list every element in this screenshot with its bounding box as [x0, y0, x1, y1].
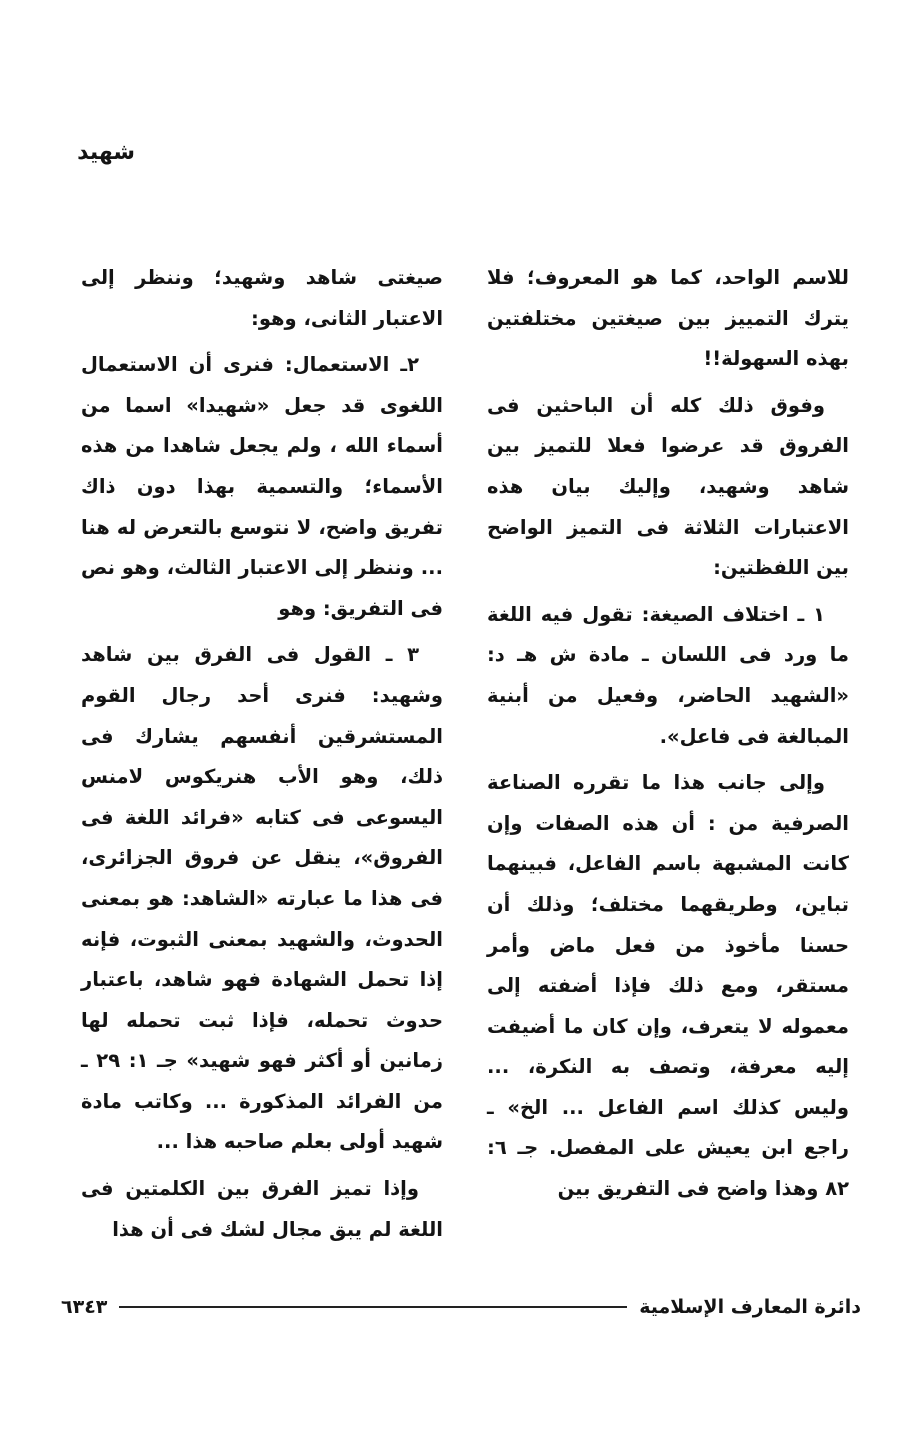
footer-rule	[119, 1306, 627, 1308]
left-column	[81, 258, 443, 1256]
left-paragraph-2: ٢ـ الاستعمال: فنرى أن الاستعمال اللغوى قد جعل «شهيدا» اسما من أسماء الله ، ولم يجعل شاهدا من هذه الأسماء؛ والتسمية بهذا دون ذاك تفريق واضح، لا نتوسع بالتعرض له هنا ... وننظر إلى الاعتبار الثالث، وهو نص فى التفريق: وهو	[81, 353, 443, 620]
right-paragraph-3: ١ ـ اختلاف الصيغة: تقول فيه اللغة ما ورد فى اللسان ـ مادة ش هـ د: «الشهيد الحاضر، وفعيل من أبنية المبالغة فى فاعل».	[487, 602, 849, 748]
right-paragraph-4: وإلى جانب هذا ما تقرره الصناعة الصرفية من : أن هذه الصفات وإن كانت المشبهة باسم الفاعل، فبينهما تباين، وطريقهما مختلف؛ وذلك أن حسنا مأخوذ من فعل ماض وأمر مستقر، ومع ذلك فإذا أضفته إلى معموله لا يتعرف، وإن كان ما أضيفت إليه معرفة، وتصف به النكرة، ... وليس كذلك اسم الفاعل ... الخ» ـ راجع ابن يعيش على المفصل. جـ ٦: ٨٢ وهذا واضح فى التفريق بين	[487, 771, 849, 1201]
right-paragraph-1: للاسم الواحد، كما هو المعروف؛ فلا يترك التمييز بين صيغتين مختلفتين بهذه السهولة!!	[487, 266, 849, 371]
running-head: شهيد	[77, 140, 135, 165]
left-paragraph-4: وإذا تميز الفرق بين الكلمتين فى اللغة لم يبق مجال لشك فى أن هذا	[81, 1177, 443, 1241]
right-column	[487, 258, 849, 1216]
page-number: ٦٣٤٣	[61, 1296, 108, 1318]
journal-title: دائرة المعارف الإسلامية	[639, 1296, 861, 1318]
page-footer	[61, 1292, 861, 1322]
left-paragraph-1: صيغتى شاهد وشهيد؛ وننظر إلى الاعتبار الثانى، وهو:	[81, 266, 443, 330]
right-paragraph-2: وفوق ذلك كله أن الباحثين فى الفروق قد عرضوا فعلا للتميز بين شاهد وشهيد، وإليك بيان هذه الاعتبارات الثلاثة فى التميز الواضح بين اللفظتين:	[487, 393, 849, 580]
left-paragraph-3: ٣ ـ القول فى الفرق بين شاهد وشهيد: فنرى أحد رجال القوم المستشرقين أنفسهم يشارك فى ذلك، وهو الأب هنريكوس لامنس اليسوعى فى كتابه «فرائد اللغة فى الفروق»، ينقل عن فروق الجزائرى، فى هذا ما عبارته «الشاهد: هو بمعنى الحدوث، والشهيد بمعنى الثبوت، فإنه إذا تحمل الشهادة فهو شاهد، باعتبار حدوث تحمله، فإذا ثبت تحمله لها زمانين أو أكثر فهو شهيد» جـ ١: ٢٩ ـ من الفرائد المذكورة ... وكاتب مادة شهيد أولى بعلم صاحبه هذا ...	[81, 643, 443, 1154]
